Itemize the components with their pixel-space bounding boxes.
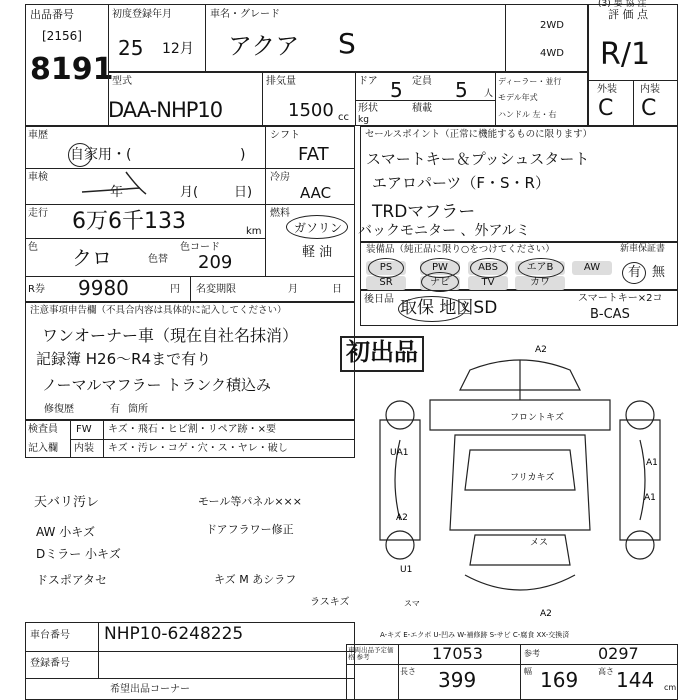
grade: S bbox=[338, 27, 356, 60]
length: 399 bbox=[438, 668, 477, 692]
fuel-circle bbox=[286, 215, 348, 239]
notes-label: 注意事項申告欄（不具合内容は具体的に記入してください） bbox=[30, 305, 287, 316]
inspection-strike bbox=[80, 170, 180, 204]
equip-sr: SR bbox=[366, 276, 406, 290]
diagram-a2-bottom: A2 bbox=[540, 609, 552, 619]
color-code-label: 色コード bbox=[180, 242, 220, 253]
equip-navi: ナビ bbox=[420, 276, 460, 290]
bottom-note-8: ラスキズ bbox=[310, 597, 350, 608]
ps-circle bbox=[368, 258, 404, 278]
repair-place: 箇所 bbox=[128, 404, 148, 415]
bottom-note-7: キズ M あシラフ bbox=[214, 573, 297, 586]
fuel-label: 燃料 bbox=[270, 208, 290, 219]
equip-airbag: エアB bbox=[515, 261, 565, 275]
diagram-a1-right-1: A1 bbox=[646, 458, 658, 468]
name-label: 車名・グレード bbox=[210, 9, 280, 20]
equip-leather: カワ bbox=[515, 276, 565, 290]
warranty-label: 新車保証書 bbox=[620, 244, 666, 254]
after-items: 取保 地図SD bbox=[400, 298, 498, 318]
drive-4wd: 4WD bbox=[540, 48, 564, 59]
diagram-small-label: スマ bbox=[404, 599, 420, 608]
interior-grade: C bbox=[641, 96, 657, 121]
after-extra-1: スマートキー×2コ bbox=[578, 293, 663, 304]
chassis-label: 車台番号 bbox=[30, 630, 70, 641]
note-2: 記録簿 H26〜R4まで有り bbox=[36, 350, 212, 368]
person-unit: 人 bbox=[484, 89, 494, 99]
registration-label: 登録番号 bbox=[30, 658, 70, 669]
steering-label: ハンドル 左・右 bbox=[498, 110, 557, 119]
repair-label: 修復歴 bbox=[44, 404, 74, 415]
entry-label: 記入欄 bbox=[28, 443, 58, 454]
length-label: 長さ bbox=[400, 667, 416, 676]
sales-point-3: TRDマフラー bbox=[372, 202, 476, 222]
sales-point-1: スマートキー＆プッシュスタート bbox=[366, 150, 590, 168]
recycle-value: 9980 bbox=[78, 276, 129, 300]
fuel-value: ガソリン bbox=[294, 221, 343, 235]
inspection-day: 日) bbox=[234, 185, 253, 200]
ref-price: 17053 bbox=[432, 644, 483, 663]
kg-unit: kg bbox=[358, 115, 369, 125]
reg-month: 12月 bbox=[162, 41, 194, 57]
reg-year: 25 bbox=[118, 36, 144, 60]
inspect-row2-key: 内装 bbox=[74, 443, 94, 454]
name-change-day: 日 bbox=[332, 284, 342, 295]
car-name: アクア bbox=[228, 32, 300, 60]
legend: A-キズ E-エクボ U-凹み W-補修跡 S-サビ C-腐食 XX-交換済 bbox=[380, 631, 570, 639]
yen-unit: 円 bbox=[170, 284, 180, 295]
equip-aw: AW bbox=[572, 261, 612, 275]
bottom-note-2: AW 小キズ bbox=[36, 525, 95, 539]
mileage-value: 6万6千133 bbox=[72, 209, 186, 234]
top-right-partial: (3) 要 協 注 bbox=[598, 0, 647, 9]
doors: 5 bbox=[390, 78, 403, 102]
first-listing-stamp: 初出品 bbox=[346, 338, 418, 366]
width-label: 幅 bbox=[524, 667, 532, 676]
name-change-month: 月 bbox=[288, 284, 298, 295]
interior-label: 内装 bbox=[640, 84, 660, 95]
capacity-label: 定員 bbox=[412, 76, 432, 87]
displacement: 1500 bbox=[288, 100, 334, 121]
ref-no: 0297 bbox=[598, 644, 639, 663]
bottom-note-1: 天バリ汚レ bbox=[34, 495, 100, 510]
color-label: 色 bbox=[28, 242, 38, 253]
name-change-label: 名変期限 bbox=[196, 284, 236, 295]
model-year-label: モデル年式 bbox=[498, 93, 538, 102]
exterior-grade: C bbox=[598, 96, 614, 121]
chassis-value: NHP10-6248225 bbox=[104, 624, 244, 644]
use-value: 自家用・( bbox=[70, 147, 132, 163]
repair-yes: 有 bbox=[110, 404, 120, 415]
bottom-note-3: Dミラー 小キズ bbox=[36, 547, 121, 561]
inspect-label: 検査員 bbox=[28, 424, 58, 435]
equip-pw: PW bbox=[420, 261, 460, 275]
model-label: 型式 bbox=[112, 76, 132, 87]
color-code: 209 bbox=[198, 252, 233, 273]
capacity: 5 bbox=[455, 78, 468, 102]
dealer-label: ディーラー・並行 bbox=[498, 77, 562, 86]
lot-label: 出品番号 bbox=[30, 8, 74, 21]
shift-value: FAT bbox=[298, 144, 329, 165]
note-1: ワンオーナー車（現在自社名抹消） bbox=[42, 326, 299, 345]
equip-abs: ABS bbox=[468, 261, 508, 275]
doors-label: ドア bbox=[358, 76, 378, 87]
ac-label: 冷房 bbox=[270, 172, 290, 183]
diagram-ua1-left: UA1 bbox=[390, 448, 409, 458]
lot-number: 8191 bbox=[30, 52, 114, 87]
inspection-month: 月( bbox=[180, 185, 199, 200]
shift-label: シフト bbox=[270, 130, 300, 141]
width: 169 bbox=[540, 668, 579, 692]
note-3: ノーマルマフラー トランク積込み bbox=[42, 376, 272, 394]
warranty-no: 無 bbox=[652, 265, 666, 280]
warranty-yes: 有 bbox=[628, 265, 642, 280]
color-value: クロ bbox=[72, 246, 112, 270]
fuel-alt: 軽 油 bbox=[302, 245, 333, 260]
inspect-row1-key: FW bbox=[76, 424, 92, 435]
use-close: ) bbox=[240, 147, 246, 163]
bottom-note-5: モール等パネル××× bbox=[198, 495, 302, 508]
ac-value: AAC bbox=[300, 184, 332, 202]
private-use-circle bbox=[68, 143, 92, 167]
after-circle bbox=[398, 296, 466, 322]
mileage-label: 走行 bbox=[28, 208, 48, 219]
sales-point-4: バックモニター 、外アルミ bbox=[358, 223, 530, 239]
bottom-note-4: ドスポアタセ bbox=[36, 573, 108, 587]
car-damage-diagram bbox=[360, 330, 678, 620]
km-unit: km bbox=[246, 226, 262, 237]
ref-price-label: 車両出品予定価格 参考 bbox=[348, 646, 394, 662]
warranty-circle bbox=[622, 262, 646, 284]
equipment-label: 装備品（純正品に限り○をつけてください） bbox=[366, 244, 555, 255]
height: 144 bbox=[616, 668, 655, 692]
sales-point-2: エアロパーツ（F・S・R） bbox=[372, 174, 550, 192]
diagram-u-bottom: U1 bbox=[400, 565, 413, 575]
cm-unit: cm bbox=[664, 683, 677, 692]
after-label: 後日品 bbox=[364, 294, 394, 305]
airbag-circle bbox=[518, 258, 564, 278]
diagram-front-mark: フロントキズ bbox=[510, 413, 564, 423]
eval-label: 評 価 点 bbox=[608, 8, 648, 21]
displacement-label: 排気量 bbox=[266, 76, 296, 87]
abs-circle bbox=[470, 258, 508, 278]
lot-code: [2156] bbox=[42, 29, 82, 43]
diagram-a1-right-2: A1 bbox=[644, 493, 656, 503]
reg-year-label: 初度登録年月 bbox=[112, 9, 172, 20]
after-extra-2: B-CAS bbox=[590, 307, 630, 322]
height-label: 高さ bbox=[598, 667, 614, 676]
exterior-label: 外装 bbox=[597, 84, 617, 95]
inspection-label: 車検 bbox=[28, 172, 48, 183]
sales-points-label: セールスポイント（正常に機能するものに限ります） bbox=[365, 129, 593, 140]
shape-label: 形状 bbox=[358, 103, 378, 114]
model-code: DAA-NHP10 bbox=[108, 98, 223, 122]
diagram-rear-mark: メス bbox=[530, 538, 549, 548]
bottom-note-6: ドアフラワー修正 bbox=[206, 523, 294, 536]
ref-no-label: 参考 bbox=[524, 649, 540, 658]
equip-ps: PS bbox=[366, 261, 406, 275]
inspect-row2-values: キズ・汚レ・コゲ・穴・ス・ヤレ・破し bbox=[108, 443, 288, 454]
diagram-a2-left: A2 bbox=[396, 513, 408, 523]
diagram-a2-top: A2 bbox=[535, 345, 547, 355]
diagram-side-mark: フリカキズ bbox=[510, 473, 555, 483]
load-label: 積載 bbox=[412, 103, 432, 114]
drive-2wd: 2WD bbox=[540, 20, 564, 31]
buyer-label: 希望出品コーナー bbox=[110, 684, 190, 695]
inspect-row1-values: キズ・飛石・ヒビ割・リペア跡・×要 bbox=[108, 424, 276, 435]
equip-tv: TV bbox=[468, 276, 508, 290]
navi-circle bbox=[421, 272, 459, 292]
inspection-year: 年 bbox=[110, 185, 124, 200]
cc-unit: cc bbox=[338, 112, 349, 123]
use-label: 車歴 bbox=[28, 130, 48, 141]
recycle-label: R券 bbox=[28, 284, 45, 295]
score: R/1 bbox=[600, 37, 651, 72]
color-no-label: 色替 bbox=[148, 254, 168, 265]
